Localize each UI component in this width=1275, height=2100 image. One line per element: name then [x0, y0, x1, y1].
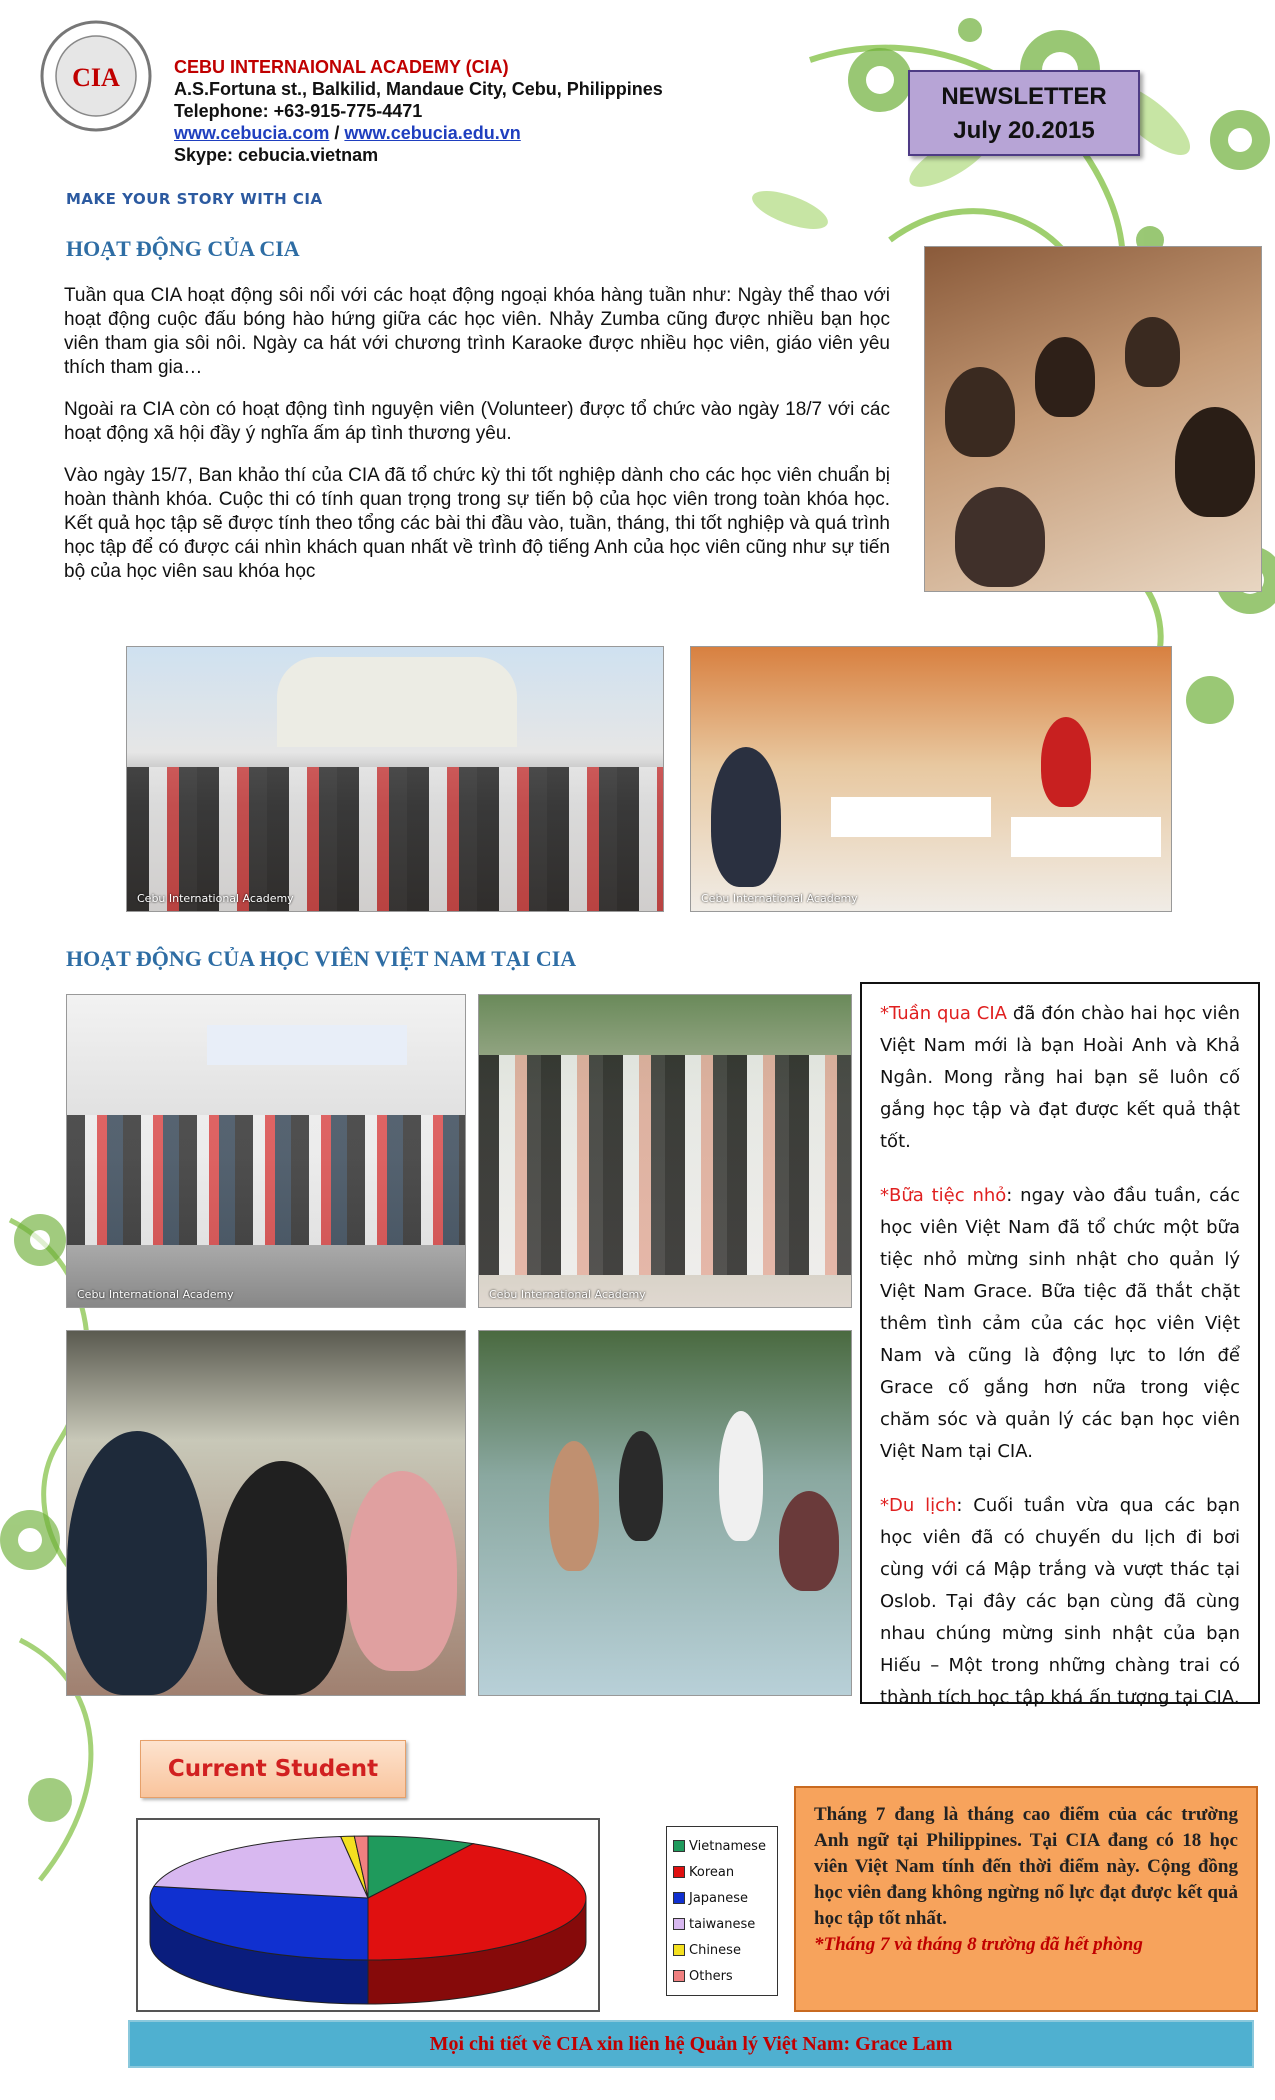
section-body: [64, 284, 890, 602]
websites: [174, 122, 663, 144]
telephone: Telephone: +63-915-775-4471: [174, 101, 423, 121]
photo-figure: [945, 367, 1015, 457]
section-heading-vietnamese-students: HOẠT ĐỘNG CỦA HỌC VIÊN VIỆT NAM TẠI CIA: [66, 946, 577, 971]
legend-label: taiwanese: [689, 1916, 756, 1932]
photo-figure: [1041, 717, 1091, 807]
photo-figure: [549, 1441, 599, 1571]
legend-swatch: [673, 1840, 685, 1852]
photo-figure: [1125, 317, 1180, 387]
news-item-label: *Du lịch: [880, 1495, 957, 1516]
photo-figure: [779, 1491, 839, 1591]
student-pie-chart: [138, 1820, 598, 2010]
legend-swatch: [673, 1918, 685, 1930]
photo-bus-trip: [66, 1330, 466, 1696]
info-note: *Tháng 7 và tháng 8 trường đã hết phòng: [814, 1934, 1143, 1955]
website-separator: /: [329, 123, 345, 143]
news-item-text: : ngay vào đầu tuần, các học viên Việt Nam đã tổ chức một bữa tiệc nhỏ mừng sinh nhật cho quản lý Việt Nam Grace. Bữa tiệc đã thắt chặt thêm tình cảm của các học viên Việt Nam và cũng là động lực to lớn để Grace cố gắng hơn nữa trong việc chăm sóc và quản lý các bạn học viên Việt Nam tại CIA.: [880, 1185, 1240, 1462]
section-heading-cia-activities: HOẠT ĐỘNG CỦA CIA: [66, 236, 300, 261]
news-item-label: *Tuần qua CIA: [880, 1003, 1007, 1024]
photo-figure: [1035, 337, 1095, 417]
legend-item-japanese: [673, 1885, 771, 1911]
footer-text: Mọi chi tiết về CIA xin liên hệ Quản lý Việt Nam: Grace Lam: [429, 2032, 953, 2055]
info-box: [794, 1786, 1258, 2012]
org-name: CEBU INTERNAIONAL ACADEMY (CIA): [174, 57, 509, 77]
cia-logo: [40, 20, 152, 132]
photo-wall-sign: [207, 1025, 407, 1065]
photo-waterfall-swim: [478, 1330, 852, 1696]
tagline: MAKE YOUR STORY WITH CIA: [66, 190, 323, 208]
legend-swatch: [673, 1944, 685, 1956]
legend-item-vietnamese: [673, 1833, 771, 1859]
info-text: Tháng 7 đang là tháng cao điểm của các trường Anh ngữ tại Philippines. Tại CIA đang có 18 học viên Việt Nam tính đến thời điểm này. Cộng đồng học viên đang không ngừng nổ lực đạt được kết quả học tập tốt nhất.: [814, 1804, 1238, 1929]
photo-figure: [217, 1461, 347, 1695]
photo-watermark: Cebu International Academy: [701, 892, 858, 905]
photo-restaurant-party: [924, 246, 1262, 592]
news-item: [880, 1180, 1240, 1468]
photo-figure: [619, 1431, 663, 1541]
photo-office-group: [66, 994, 466, 1308]
newsletter-label: NEWSLETTER: [941, 83, 1107, 110]
chart-legend: [666, 1826, 778, 1996]
news-item: [880, 1490, 1240, 1714]
paragraph: Ngoài ra CIA còn có hoạt động tình nguyện viên (Volunteer) được tổ chức vào ngày 18/7 với các hoạt động xã hội đầy ý nghĩa ấm áp tình thương yêu.: [64, 399, 890, 444]
photo-crowd: [127, 767, 663, 911]
photo-watermark: Cebu International Academy: [137, 892, 294, 905]
legend-label: Korean: [689, 1864, 735, 1880]
legend-swatch: [673, 1866, 685, 1878]
photo-crowd: [479, 1055, 851, 1275]
photo-party-group: [478, 994, 852, 1308]
legend-item-chinese: [673, 1937, 771, 1963]
skype: Skype: cebucia.vietnam: [174, 145, 379, 165]
news-item-text: đã đón chào hai học viên Việt Nam mới là bạn Hoài Anh và Khả Ngân. Mong rằng hai bạn sẽ luôn cố gắng học tập và đạt được kết quả thật tốt.: [880, 1003, 1241, 1152]
paragraph: Vào ngày 15/7, Ban khảo thí của CIA đã tổ chức kỳ thi tốt nghiệp dành cho các học viên chuẩn bị hoàn thành khóa. Cuộc thi có tính quan trọng trong sự tiến bộ của học viên trong toàn khóa học. Kết quả học tập sẽ được tính theo tổng các bài thi đầu vào, tuần, tháng, thi tốt nghiệp và quá trình học tập để có được cái nhìn khách quan nhất về trình độ tiếng Anh của học viên cũng như sự tiến bộ của học viên sau khóa học: [64, 465, 890, 582]
website-link-1[interactable]: www.cebucia.com: [174, 123, 330, 143]
legend-label: Chinese: [689, 1942, 741, 1958]
website-link-2[interactable]: www.cebucia.edu.vn: [344, 123, 521, 143]
photo-figure: [67, 1431, 207, 1695]
photo-watermark: Cebu International Academy: [77, 1288, 234, 1301]
newsletter-badge: [908, 70, 1140, 156]
photo-volunteer-group: [126, 646, 664, 912]
photo-building: [277, 657, 517, 747]
logo-text: CIA: [72, 63, 120, 92]
legend-label: Others: [689, 1968, 733, 1984]
legend-swatch: [673, 1892, 685, 1904]
newsletter-date: July 20.2015: [953, 117, 1095, 144]
vietnamese-news-box: [860, 982, 1260, 1708]
footer-contact-bar: [128, 2020, 1254, 2068]
pie-chart-frame: [136, 1818, 600, 2012]
legend-swatch: [673, 1970, 685, 1982]
news-item-label: *Bữa tiệc nhỏ: [880, 1185, 1007, 1206]
photo-figure: [347, 1471, 457, 1671]
paragraph: Tuần qua CIA hoạt động sôi nổi với các hoạt động ngoại khóa hàng tuần như: Ngày thể thao với hoạt động cuộc đấu bóng hào hứng giữa các học viên. Nhảy Zumba cũng được nhiều bạn học viên tham gia sôi nôi. Ngày ca hát với chương trình Karaoke được nhiều học viên, giáo viên yêu thích tham gia…: [64, 285, 890, 378]
legend-item-korean: [673, 1859, 771, 1885]
news-item-text: : Cuối tuần vừa qua các bạn học viên đã có chuyến du lịch đi bơi cùng với cá Mập trắng và vượt thác tại Oslob. Tại đây các bạn cùng đã cùng nhau chúng mừng sinh nhật của bạn Hiếu – Một trong những chàng trai có thành tích học tập khá ấn tượng tại CIA.: [880, 1495, 1240, 1708]
photo-figure: [719, 1411, 763, 1541]
photo-figure: [955, 487, 1045, 587]
legend-label: Vietnamese: [689, 1838, 766, 1854]
header-contact: [174, 56, 663, 166]
chart-title-tab: Current Student: [140, 1740, 406, 1798]
legend-item-taiwanese: [673, 1911, 771, 1937]
address: A.S.Fortuna st., Balkilid, Mandaue City, Cebu, Philippines: [174, 79, 663, 99]
photo-figure: [711, 747, 781, 887]
photo-figure: [1175, 407, 1255, 517]
news-item: [880, 998, 1240, 1158]
photo-exam-room: [690, 646, 1172, 912]
legend-label: Japanese: [689, 1890, 749, 1906]
photo-table: [1011, 817, 1161, 857]
legend-item-others: [673, 1963, 771, 1989]
photo-table: [831, 797, 991, 837]
photo-watermark: Cebu International Academy: [489, 1288, 646, 1301]
photo-crowd: [67, 1115, 465, 1245]
